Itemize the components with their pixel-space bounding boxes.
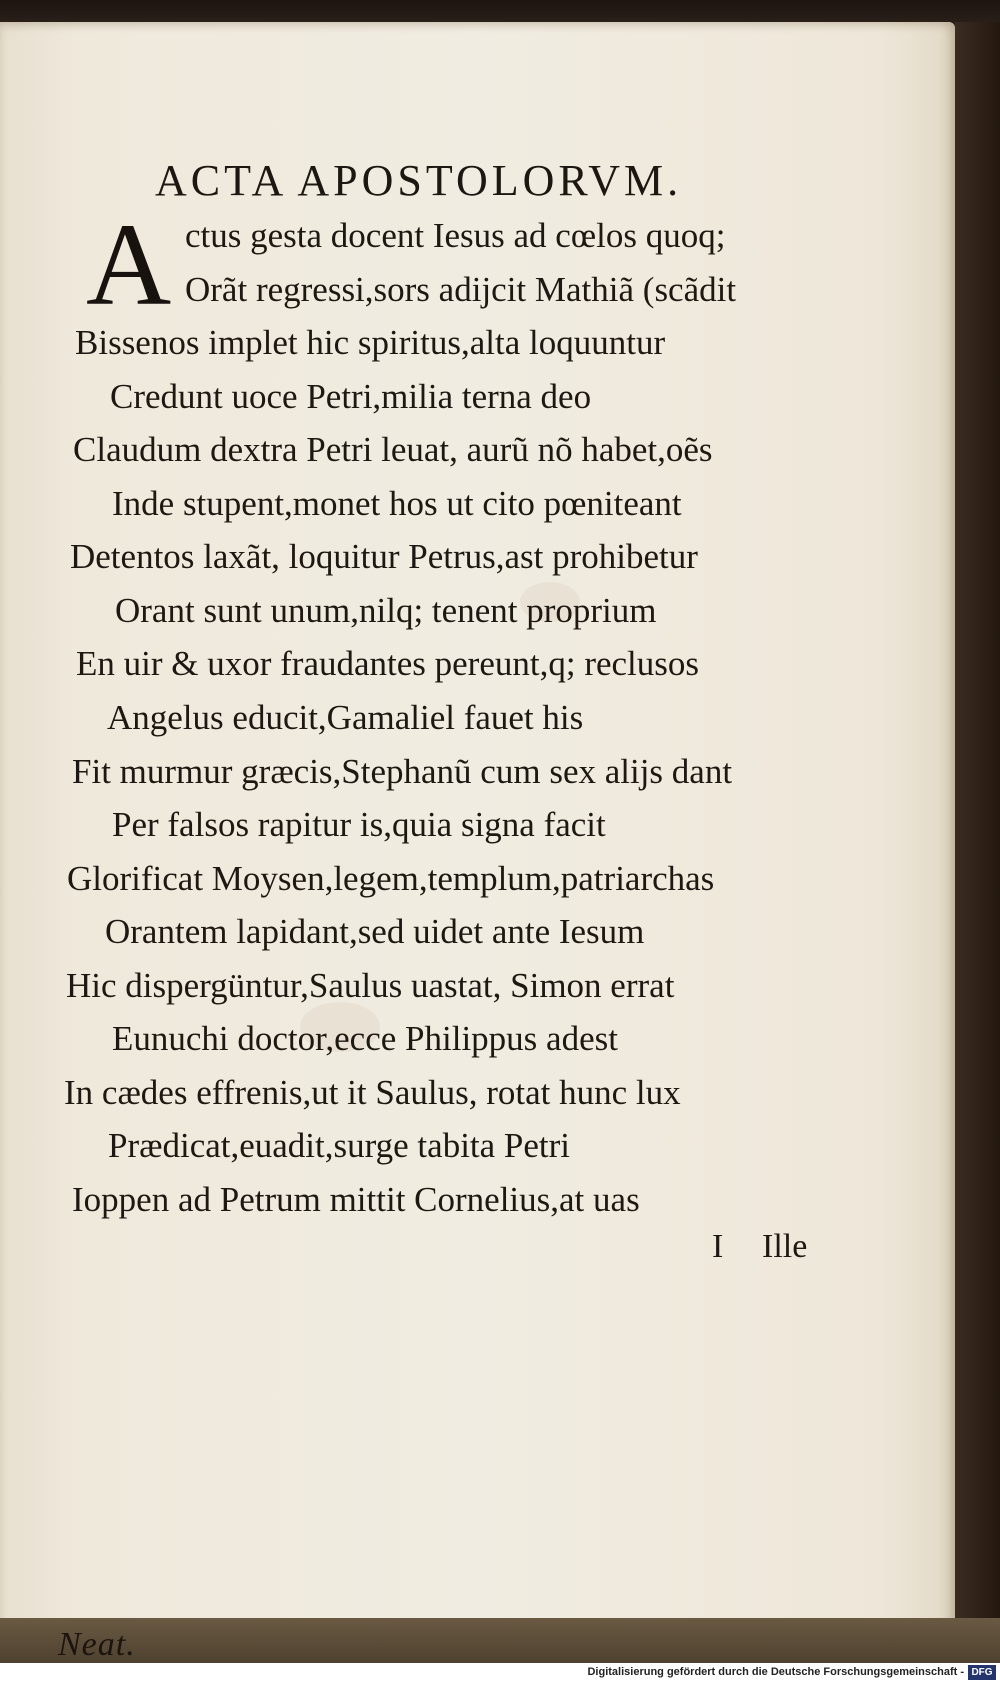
- verse-line: Orantem lapidant,sed uidet ante Iesum: [105, 912, 645, 951]
- verse-line: Claudum dextra Petri leuat, aurũ nõ habet,oẽs: [73, 430, 713, 469]
- footer-credit: Digitalisierung gefördert durch die Deutsche Forschungsgemeinschaft -: [587, 1666, 964, 1678]
- verse-line: En uir & uxor fraudantes pereunt,q; reclusos: [76, 644, 700, 683]
- catchword: Ille: [762, 1228, 808, 1265]
- handwritten-note: Neat.: [58, 1626, 136, 1663]
- verse-line: Glorificat Moysen,legem,templum,patriarchas: [67, 859, 715, 898]
- verse-line: Ioppen ad Petrum mittit Cornelius,at uas: [72, 1180, 640, 1219]
- signature-mark: I: [712, 1228, 724, 1265]
- dfg-logo-icon: DFG: [968, 1665, 996, 1680]
- verse-line: Detentos laxãt, loquitur Petrus,ast prohibetur: [70, 537, 698, 576]
- verse-line: Prædicat,euadit,surge tabita Petri: [108, 1126, 571, 1165]
- verse-line: In cædes effrenis,ut it Saulus, rotat hunc lux: [64, 1073, 681, 1112]
- book-spine-edge: [955, 22, 1000, 1637]
- verse-line: Per falsos rapitur is,quia signa facit: [112, 805, 606, 844]
- binding-strip: [0, 1618, 1000, 1663]
- verse-line: Hic dispergüntur,Saulus uastat, Simon errat: [66, 966, 675, 1005]
- verse-line: Bissenos implet hic spiritus,alta loquuntur: [75, 323, 666, 362]
- drop-cap-initial: A: [86, 199, 172, 330]
- verse-line: Inde stupent,monet hos ut cito pœniteant: [112, 484, 682, 523]
- verse-line: Eunuchi doctor,ecce Philippus adest: [112, 1019, 618, 1058]
- verse-line: ctus gesta docent Iesus ad cœlos quoq;: [185, 216, 726, 255]
- page-title: ACTA APOSTOLORVM.: [155, 156, 683, 205]
- verse-line: Fit murmur græcis,Stephanũ cum sex alijs dant: [72, 752, 733, 791]
- verse-line: Orãt regressi,sors adijcit Mathiã (scãdit: [185, 270, 737, 309]
- verse-line: Angelus educit,Gamaliel fauet his: [107, 698, 584, 737]
- verse-line: Orant sunt unum,nilq; tenent proprium: [115, 591, 657, 630]
- verse-line: Credunt uoce Petri,milia terna deo: [110, 377, 592, 416]
